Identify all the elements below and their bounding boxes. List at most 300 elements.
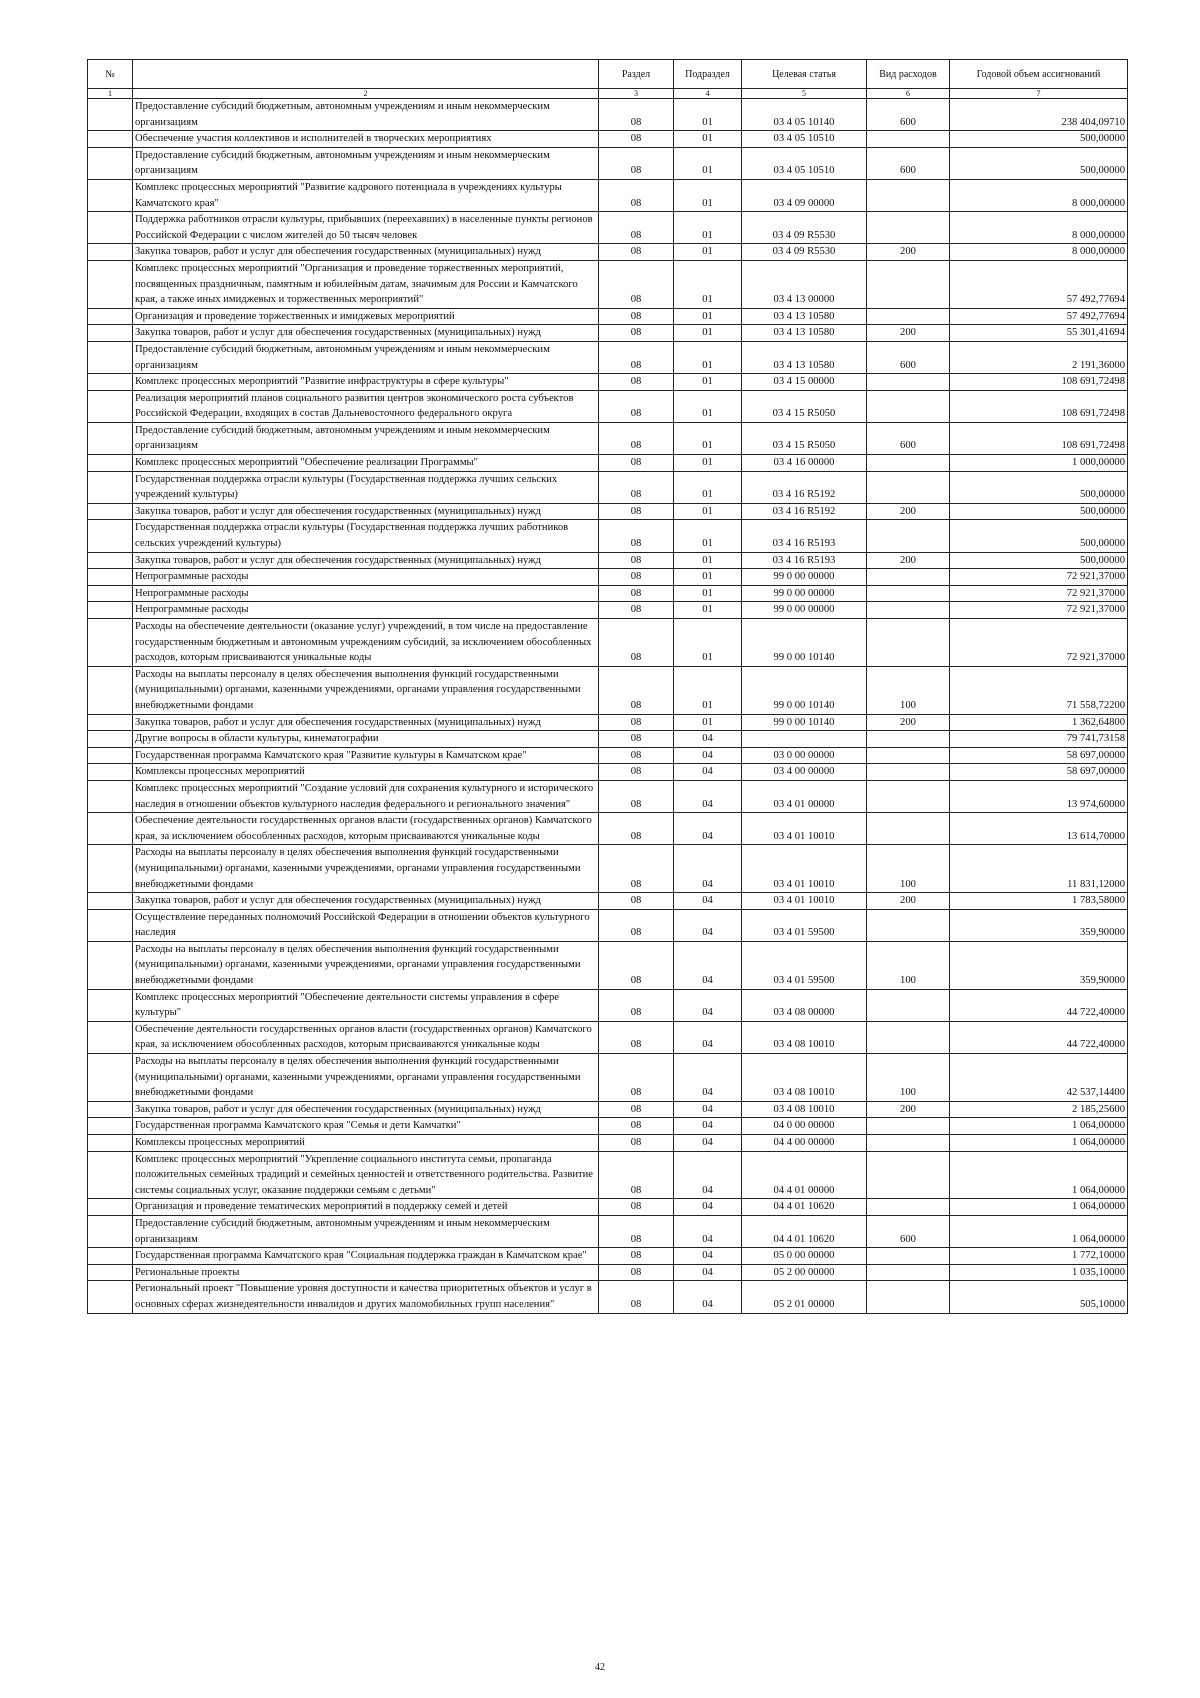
table-row: [88, 893, 1128, 910]
row-razdel-cell: 08: [599, 909, 674, 941]
row-target-article-cell: 03 4 15 R5050: [742, 422, 867, 454]
row-podrazdel-cell: 04: [674, 893, 742, 910]
row-number-cell: [88, 244, 133, 261]
row-razdel-cell: 08: [599, 1199, 674, 1216]
row-name-cell: Организация и проведение тематических мероприятий в поддержку семей и детей: [133, 1199, 599, 1216]
row-number-cell: [88, 1101, 133, 1118]
row-expense-type-cell: [867, 780, 950, 812]
row-target-article-cell: 03 4 01 10010: [742, 813, 867, 845]
row-amount-cell: 71 558,72200: [950, 666, 1128, 714]
row-expense-type-cell: [867, 602, 950, 619]
row-name-cell: Расходы на выплаты персоналу в целях обеспечения выполнения функций государственными (муниципальными) органами, казенными учреждениями, органами управления государственными внебюджетными фондами: [133, 845, 599, 893]
table-row: [88, 471, 1128, 503]
row-podrazdel-cell: 01: [674, 619, 742, 667]
row-number-cell: [88, 1264, 133, 1281]
row-name-cell: Другие вопросы в области культуры, кинематографии: [133, 731, 599, 748]
row-razdel-cell: 08: [599, 845, 674, 893]
row-number-cell: [88, 780, 133, 812]
row-razdel-cell: 08: [599, 212, 674, 244]
row-razdel-cell: 08: [599, 1054, 674, 1102]
row-expense-type-cell: [867, 1281, 950, 1313]
row-podrazdel-cell: 04: [674, 1054, 742, 1102]
row-amount-cell: 72 921,37000: [950, 585, 1128, 602]
row-target-article-cell: 04 4 00 00000: [742, 1135, 867, 1152]
table-row: [88, 602, 1128, 619]
row-razdel-cell: 08: [599, 714, 674, 731]
row-target-article-cell: 99 0 00 00000: [742, 585, 867, 602]
table-row: [88, 520, 1128, 552]
row-name-cell: Государственная программа Камчатского края "Развитие культуры в Камчатском крае": [133, 747, 599, 764]
row-podrazdel-cell: 01: [674, 374, 742, 391]
row-amount-cell: 72 921,37000: [950, 619, 1128, 667]
row-target-article-cell: 03 4 09 R5530: [742, 212, 867, 244]
row-name-cell: Комплекс процессных мероприятий "Организация и проведение торжественных мероприятий, посвященных праздничным, памятным и юбилейным датам, значимым для России и Камчатского края, а также иных имиджевых и торжественных мероприятий": [133, 260, 599, 308]
row-target-article-cell: [742, 731, 867, 748]
row-expense-type-cell: [867, 585, 950, 602]
table-row: [88, 341, 1128, 373]
row-number-cell: [88, 731, 133, 748]
row-target-article-cell: 03 4 16 R5193: [742, 520, 867, 552]
row-number-cell: [88, 1281, 133, 1313]
row-number-cell: [88, 909, 133, 941]
row-podrazdel-cell: 04: [674, 1101, 742, 1118]
row-target-article-cell: 03 0 00 00000: [742, 747, 867, 764]
row-expense-type-cell: 100: [867, 666, 950, 714]
row-name-cell: Предоставление субсидий бюджетным, автономным учреждениям и иным некоммерческим организациям: [133, 341, 599, 373]
row-podrazdel-cell: 01: [674, 260, 742, 308]
row-name-cell: Обеспечение деятельности государственных органов власти (государственных органов) Камчатского края, за исключением обособленных расходов, которым присваиваются уникальные коды: [133, 1021, 599, 1053]
row-name-cell: Комплекс процессных мероприятий "Развитие кадрового потенциала в учреждениях культуры Камчатского края": [133, 179, 599, 211]
row-expense-type-cell: 600: [867, 422, 950, 454]
row-number-cell: [88, 845, 133, 893]
row-razdel-cell: 08: [599, 780, 674, 812]
row-podrazdel-cell: 04: [674, 1151, 742, 1199]
row-razdel-cell: 08: [599, 1021, 674, 1053]
row-expense-type-cell: [867, 374, 950, 391]
row-expense-type-cell: 200: [867, 503, 950, 520]
row-amount-cell: 359,90000: [950, 941, 1128, 989]
table-body: [88, 99, 1128, 1314]
table-row: [88, 585, 1128, 602]
row-amount-cell: 57 492,77694: [950, 308, 1128, 325]
row-podrazdel-cell: 01: [674, 520, 742, 552]
row-podrazdel-cell: 01: [674, 714, 742, 731]
row-amount-cell: 8 000,00000: [950, 212, 1128, 244]
row-name-cell: Поддержка работников отрасли культуры, прибывших (переехавших) в населенные пункты регионов Российской Федерации с числом жителей до 50 тысяч человек: [133, 212, 599, 244]
table-row: [88, 244, 1128, 261]
row-razdel-cell: 08: [599, 1151, 674, 1199]
row-amount-cell: 500,00000: [950, 552, 1128, 569]
col-podrazdel-header: Подраздел: [674, 60, 742, 89]
row-expense-type-cell: 100: [867, 941, 950, 989]
row-target-article-cell: 03 4 16 R5192: [742, 503, 867, 520]
row-target-article-cell: 99 0 00 10140: [742, 666, 867, 714]
table-row: [88, 747, 1128, 764]
row-podrazdel-cell: 04: [674, 1215, 742, 1247]
header-row: [88, 60, 1128, 89]
row-podrazdel-cell: 01: [674, 390, 742, 422]
row-amount-cell: 108 691,72498: [950, 374, 1128, 391]
row-number-cell: [88, 747, 133, 764]
row-target-article-cell: 03 4 15 00000: [742, 374, 867, 391]
row-name-cell: Закупка товаров, работ и услуг для обеспечения государственных (муниципальных) нужд: [133, 552, 599, 569]
row-razdel-cell: 08: [599, 941, 674, 989]
row-razdel-cell: 08: [599, 390, 674, 422]
row-number-cell: [88, 714, 133, 731]
row-amount-cell: 1 000,00000: [950, 455, 1128, 472]
row-podrazdel-cell: 04: [674, 1264, 742, 1281]
table-row: [88, 1118, 1128, 1135]
row-razdel-cell: 08: [599, 260, 674, 308]
row-number-cell: [88, 1118, 133, 1135]
column-number: 5: [742, 89, 867, 99]
row-podrazdel-cell: 01: [674, 666, 742, 714]
row-number-cell: [88, 552, 133, 569]
row-amount-cell: 1 035,10000: [950, 1264, 1128, 1281]
row-podrazdel-cell: 04: [674, 909, 742, 941]
row-expense-type-cell: [867, 1021, 950, 1053]
row-target-article-cell: 04 4 01 10620: [742, 1199, 867, 1216]
table-row: [88, 260, 1128, 308]
table-row: [88, 1135, 1128, 1152]
row-podrazdel-cell: 04: [674, 747, 742, 764]
col-razdel-header: Раздел: [599, 60, 674, 89]
table-row: [88, 569, 1128, 586]
row-razdel-cell: 08: [599, 764, 674, 781]
row-number-cell: [88, 602, 133, 619]
row-target-article-cell: 04 4 01 10620: [742, 1215, 867, 1247]
row-number-cell: [88, 422, 133, 454]
table-row: [88, 455, 1128, 472]
row-amount-cell: 11 831,12000: [950, 845, 1128, 893]
table-row: [88, 666, 1128, 714]
row-razdel-cell: 08: [599, 1264, 674, 1281]
row-number-cell: [88, 813, 133, 845]
row-expense-type-cell: [867, 455, 950, 472]
row-podrazdel-cell: 01: [674, 471, 742, 503]
row-podrazdel-cell: 01: [674, 244, 742, 261]
row-target-article-cell: 03 4 13 00000: [742, 260, 867, 308]
row-amount-cell: 108 691,72498: [950, 390, 1128, 422]
row-amount-cell: 1 362,64800: [950, 714, 1128, 731]
row-expense-type-cell: 200: [867, 714, 950, 731]
row-name-cell: Комплекс процессных мероприятий "Обеспечение деятельности системы управления в сфере культуры": [133, 989, 599, 1021]
row-target-article-cell: 03 4 08 10010: [742, 1054, 867, 1102]
row-podrazdel-cell: 04: [674, 1021, 742, 1053]
row-number-cell: [88, 503, 133, 520]
row-amount-cell: 500,00000: [950, 471, 1128, 503]
row-target-article-cell: 03 4 08 10010: [742, 1101, 867, 1118]
row-expense-type-cell: [867, 1248, 950, 1265]
row-number-cell: [88, 1021, 133, 1053]
row-target-article-cell: 03 4 05 10140: [742, 99, 867, 131]
row-target-article-cell: 03 4 16 R5193: [742, 552, 867, 569]
row-expense-type-cell: 100: [867, 845, 950, 893]
row-target-article-cell: 04 4 01 00000: [742, 1151, 867, 1199]
row-amount-cell: 72 921,37000: [950, 569, 1128, 586]
row-number-cell: [88, 585, 133, 602]
row-amount-cell: 500,00000: [950, 131, 1128, 148]
row-amount-cell: 44 722,40000: [950, 1021, 1128, 1053]
row-amount-cell: 2 191,36000: [950, 341, 1128, 373]
row-expense-type-cell: [867, 1199, 950, 1216]
row-number-cell: [88, 1199, 133, 1216]
row-podrazdel-cell: 04: [674, 764, 742, 781]
column-number-row: [88, 89, 1128, 99]
row-name-cell: Расходы на выплаты персоналу в целях обеспечения выполнения функций государственными (муниципальными) органами, казенными учреждениями, органами управления государственными внебюджетными фондами: [133, 941, 599, 989]
row-podrazdel-cell: 01: [674, 569, 742, 586]
row-podrazdel-cell: 01: [674, 585, 742, 602]
row-name-cell: Непрограммные расходы: [133, 585, 599, 602]
row-razdel-cell: 08: [599, 471, 674, 503]
table-row: [88, 989, 1128, 1021]
table-row: [88, 1054, 1128, 1102]
row-podrazdel-cell: 04: [674, 813, 742, 845]
row-expense-type-cell: [867, 471, 950, 503]
row-amount-cell: 79 741,73158: [950, 731, 1128, 748]
row-name-cell: Расходы на выплаты персоналу в целях обеспечения выполнения функций государственными (муниципальными) органами, казенными учреждениями, органами управления государственными внебюджетными фондами: [133, 1054, 599, 1102]
row-expense-type-cell: [867, 1151, 950, 1199]
row-target-article-cell: 03 4 13 10580: [742, 325, 867, 342]
row-amount-cell: 1 064,00000: [950, 1151, 1128, 1199]
row-razdel-cell: 08: [599, 602, 674, 619]
row-target-article-cell: 03 4 05 10510: [742, 147, 867, 179]
row-razdel-cell: 08: [599, 731, 674, 748]
row-amount-cell: 1 783,58000: [950, 893, 1128, 910]
row-name-cell: Предоставление субсидий бюджетным, автономным учреждениям и иным некоммерческим организациям: [133, 99, 599, 131]
table-row: [88, 1264, 1128, 1281]
row-expense-type-cell: [867, 131, 950, 148]
row-amount-cell: 1 772,10000: [950, 1248, 1128, 1265]
table-row: [88, 99, 1128, 131]
row-name-cell: Комплексы процессных мероприятий: [133, 764, 599, 781]
row-razdel-cell: 08: [599, 455, 674, 472]
table-row: [88, 1021, 1128, 1053]
row-razdel-cell: 08: [599, 99, 674, 131]
row-expense-type-cell: [867, 520, 950, 552]
row-razdel-cell: 08: [599, 503, 674, 520]
row-expense-type-cell: 100: [867, 1054, 950, 1102]
table-row: [88, 764, 1128, 781]
row-name-cell: Комплекс процессных мероприятий "Укрепление социального института семьи, пропаганда положительных семейных традиций и семейных ценностей и ответственного родительства. Развитие системы социальных услуг, оказание поддержки семьям с детьми": [133, 1151, 599, 1199]
row-target-article-cell: 04 0 00 00000: [742, 1118, 867, 1135]
col-expense-type-header: Вид расходов: [867, 60, 950, 89]
column-number: 7: [950, 89, 1128, 99]
row-expense-type-cell: [867, 308, 950, 325]
row-amount-cell: 44 722,40000: [950, 989, 1128, 1021]
row-name-cell: Закупка товаров, работ и услуг для обеспечения государственных (муниципальных) нужд: [133, 893, 599, 910]
row-expense-type-cell: [867, 1118, 950, 1135]
row-razdel-cell: 08: [599, 989, 674, 1021]
row-expense-type-cell: [867, 764, 950, 781]
row-amount-cell: 359,90000: [950, 909, 1128, 941]
row-target-article-cell: 03 4 09 00000: [742, 179, 867, 211]
row-target-article-cell: 99 0 00 10140: [742, 714, 867, 731]
table-row: [88, 390, 1128, 422]
row-amount-cell: 8 000,00000: [950, 179, 1128, 211]
table-row: [88, 1199, 1128, 1216]
row-expense-type-cell: 200: [867, 325, 950, 342]
table-header: [88, 60, 1128, 99]
table-row: [88, 714, 1128, 731]
row-name-cell: Организация и проведение торжественных и имиджевых мероприятий: [133, 308, 599, 325]
row-expense-type-cell: [867, 1135, 950, 1152]
row-number-cell: [88, 619, 133, 667]
row-podrazdel-cell: 04: [674, 1118, 742, 1135]
row-expense-type-cell: [867, 1264, 950, 1281]
row-target-article-cell: 03 4 09 R5530: [742, 244, 867, 261]
row-podrazdel-cell: 01: [674, 422, 742, 454]
row-razdel-cell: 08: [599, 1135, 674, 1152]
row-podrazdel-cell: 01: [674, 325, 742, 342]
table-row: [88, 909, 1128, 941]
row-podrazdel-cell: 01: [674, 552, 742, 569]
row-podrazdel-cell: 01: [674, 341, 742, 373]
table-row: [88, 619, 1128, 667]
row-razdel-cell: 08: [599, 1248, 674, 1265]
row-amount-cell: 500,00000: [950, 503, 1128, 520]
row-name-cell: Комплекс процессных мероприятий "Создание условий для сохранения культурного и исторического наследия в отношении объектов культурного наследия федерального и регионального значения": [133, 780, 599, 812]
row-number-cell: [88, 666, 133, 714]
row-target-article-cell: 03 4 08 00000: [742, 989, 867, 1021]
row-target-article-cell: 05 2 01 00000: [742, 1281, 867, 1313]
row-number-cell: [88, 131, 133, 148]
row-amount-cell: 500,00000: [950, 520, 1128, 552]
row-podrazdel-cell: 04: [674, 1248, 742, 1265]
row-podrazdel-cell: 01: [674, 179, 742, 211]
row-target-article-cell: 03 4 08 10010: [742, 1021, 867, 1053]
row-number-cell: [88, 764, 133, 781]
row-razdel-cell: 08: [599, 147, 674, 179]
row-number-cell: [88, 520, 133, 552]
row-name-cell: Осуществление переданных полномочий Российской Федерации в отношении объектов культурного наследия: [133, 909, 599, 941]
row-expense-type-cell: [867, 989, 950, 1021]
col-annual-volume-header: Годовой объем ассигнований: [950, 60, 1128, 89]
row-podrazdel-cell: 01: [674, 602, 742, 619]
row-razdel-cell: 08: [599, 1101, 674, 1118]
row-expense-type-cell: 200: [867, 893, 950, 910]
row-podrazdel-cell: 04: [674, 845, 742, 893]
col-name-header: [133, 60, 599, 89]
row-podrazdel-cell: 04: [674, 989, 742, 1021]
table-row: [88, 845, 1128, 893]
row-podrazdel-cell: 01: [674, 212, 742, 244]
row-razdel-cell: 08: [599, 131, 674, 148]
row-number-cell: [88, 455, 133, 472]
row-razdel-cell: 08: [599, 893, 674, 910]
row-number-cell: [88, 1151, 133, 1199]
row-expense-type-cell: [867, 731, 950, 748]
row-number-cell: [88, 325, 133, 342]
row-name-cell: Закупка товаров, работ и услуг для обеспечения государственных (муниципальных) нужд: [133, 1101, 599, 1118]
row-target-article-cell: 03 4 01 00000: [742, 780, 867, 812]
row-razdel-cell: 08: [599, 569, 674, 586]
table-row: [88, 813, 1128, 845]
column-number: 3: [599, 89, 674, 99]
row-number-cell: [88, 1054, 133, 1102]
row-razdel-cell: 08: [599, 179, 674, 211]
row-expense-type-cell: [867, 390, 950, 422]
row-amount-cell: 58 697,00000: [950, 764, 1128, 781]
row-expense-type-cell: [867, 179, 950, 211]
row-razdel-cell: 08: [599, 666, 674, 714]
row-target-article-cell: 03 4 01 59500: [742, 941, 867, 989]
row-expense-type-cell: [867, 260, 950, 308]
row-name-cell: Государственная поддержка отрасли культуры (Государственная поддержка лучших работников сельских учреждений культуры): [133, 520, 599, 552]
row-razdel-cell: 08: [599, 585, 674, 602]
row-number-cell: [88, 147, 133, 179]
table-row: [88, 1101, 1128, 1118]
row-podrazdel-cell: 01: [674, 455, 742, 472]
row-razdel-cell: 08: [599, 747, 674, 764]
row-podrazdel-cell: 04: [674, 1135, 742, 1152]
row-name-cell: Непрограммные расходы: [133, 569, 599, 586]
row-name-cell: Комплекс процессных мероприятий "Развитие инфраструктуры в сфере культуры": [133, 374, 599, 391]
row-number-cell: [88, 390, 133, 422]
table-row: [88, 731, 1128, 748]
row-target-article-cell: 03 4 16 R5192: [742, 471, 867, 503]
row-amount-cell: 1 064,00000: [950, 1215, 1128, 1247]
row-amount-cell: 13 974,60000: [950, 780, 1128, 812]
row-name-cell: Расходы на выплаты персоналу в целях обеспечения выполнения функций государственными (муниципальными) органами, казенными учреждениями, органами управления государственными внебюджетными фондами: [133, 666, 599, 714]
row-target-article-cell: 03 4 13 10580: [742, 341, 867, 373]
row-name-cell: Непрограммные расходы: [133, 602, 599, 619]
row-expense-type-cell: 600: [867, 1215, 950, 1247]
row-number-cell: [88, 374, 133, 391]
row-name-cell: Расходы на обеспечение деятельности (оказание услуг) учреждений, в том числе на предоставление государственным бюджетным и автономным учреждениям субсидий, за исключением обособленных расходов, которым присваиваются уникальные коды: [133, 619, 599, 667]
row-podrazdel-cell: 01: [674, 503, 742, 520]
row-name-cell: Закупка товаров, работ и услуг для обеспечения государственных (муниципальных) нужд: [133, 325, 599, 342]
row-number-cell: [88, 1248, 133, 1265]
column-number: 2: [133, 89, 599, 99]
row-amount-cell: 57 492,77694: [950, 260, 1128, 308]
row-razdel-cell: 08: [599, 325, 674, 342]
row-target-article-cell: 03 4 13 10580: [742, 308, 867, 325]
row-expense-type-cell: 600: [867, 341, 950, 373]
row-number-cell: [88, 941, 133, 989]
row-expense-type-cell: [867, 909, 950, 941]
row-name-cell: Государственная программа Камчатского края "Семья и дети Камчатки": [133, 1118, 599, 1135]
table-row: [88, 147, 1128, 179]
row-target-article-cell: 03 4 01 59500: [742, 909, 867, 941]
row-podrazdel-cell: 01: [674, 147, 742, 179]
table-row: [88, 1151, 1128, 1199]
column-number: 6: [867, 89, 950, 99]
table-row: [88, 131, 1128, 148]
row-target-article-cell: 03 4 15 R5050: [742, 390, 867, 422]
row-name-cell: Предоставление субсидий бюджетным, автономным учреждениям и иным некоммерческим организациям: [133, 147, 599, 179]
row-amount-cell: 500,00000: [950, 147, 1128, 179]
table-row: [88, 552, 1128, 569]
row-number-cell: [88, 989, 133, 1021]
row-razdel-cell: 08: [599, 619, 674, 667]
row-target-article-cell: 03 4 05 10510: [742, 131, 867, 148]
row-razdel-cell: 08: [599, 244, 674, 261]
row-name-cell: Закупка товаров, работ и услуг для обеспечения государственных (муниципальных) нужд: [133, 244, 599, 261]
col-number-header: №: [88, 60, 133, 89]
row-number-cell: [88, 308, 133, 325]
row-amount-cell: 13 614,70000: [950, 813, 1128, 845]
row-number-cell: [88, 260, 133, 308]
row-podrazdel-cell: 04: [674, 941, 742, 989]
row-razdel-cell: 08: [599, 1118, 674, 1135]
row-target-article-cell: 99 0 00 10140: [742, 619, 867, 667]
row-number-cell: [88, 471, 133, 503]
col-target-article-header: Целевая статья: [742, 60, 867, 89]
table-row: [88, 1215, 1128, 1247]
table-row: [88, 503, 1128, 520]
row-razdel-cell: 08: [599, 813, 674, 845]
